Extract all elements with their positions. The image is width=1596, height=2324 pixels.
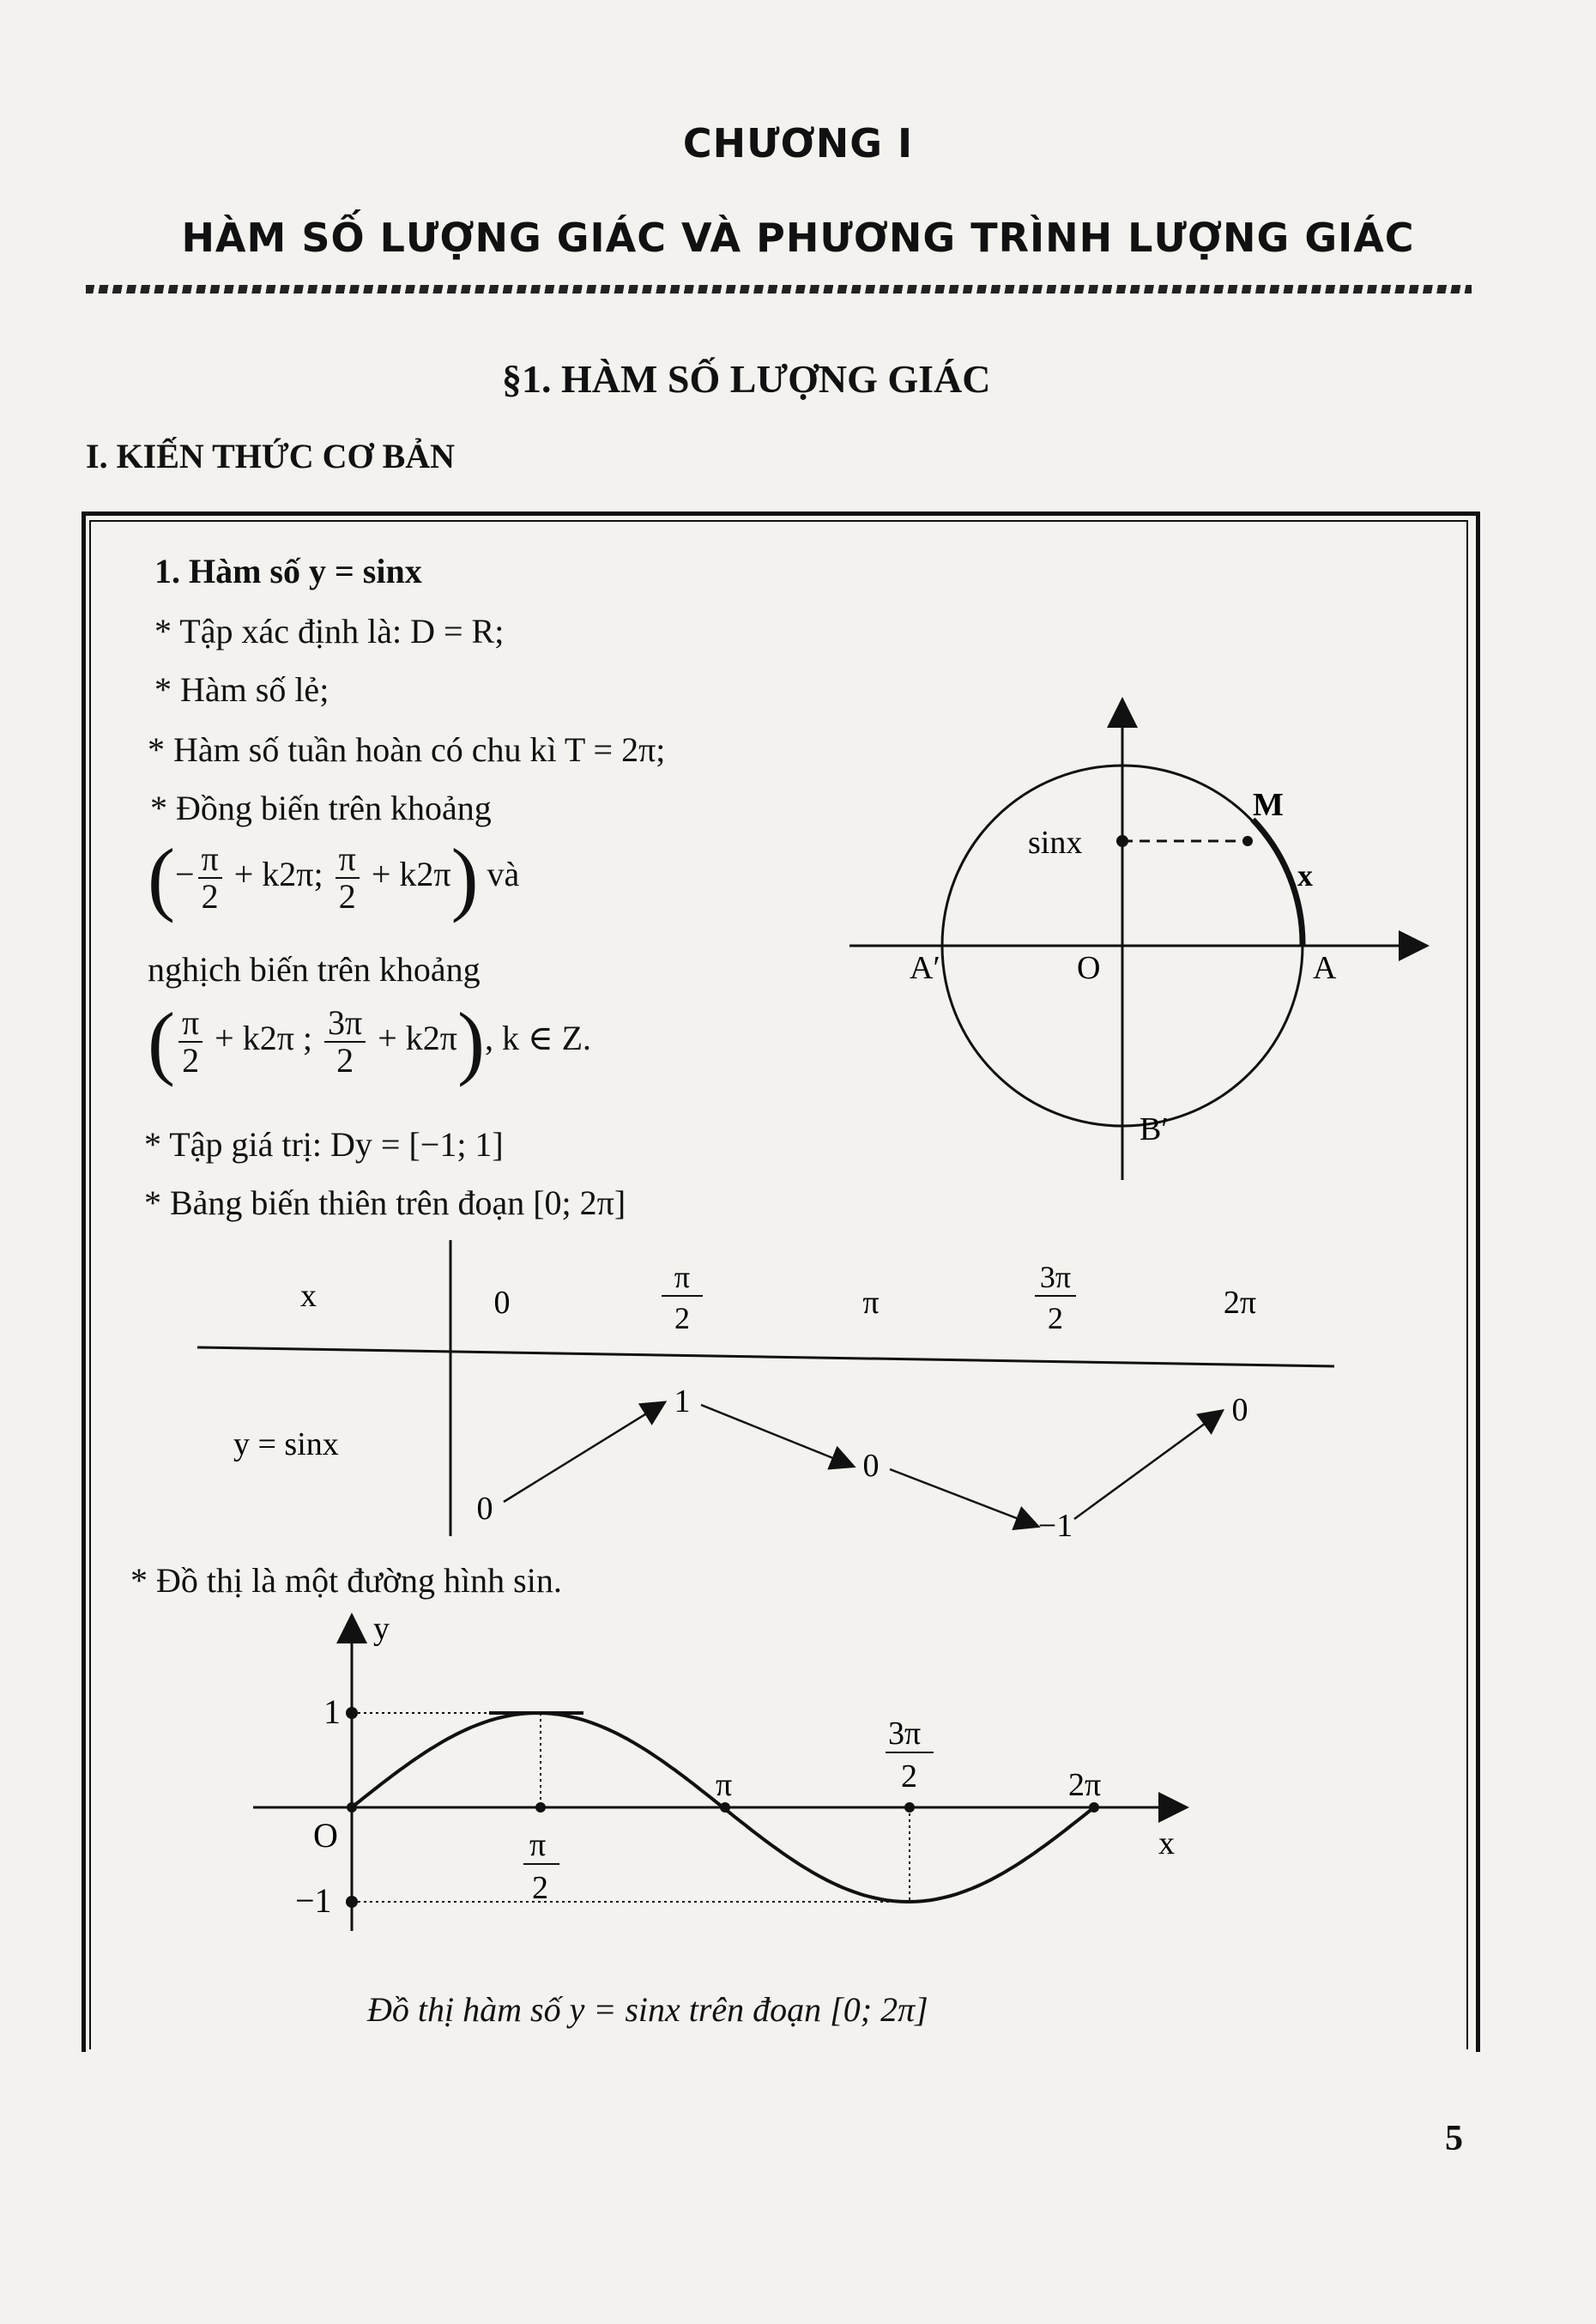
decorative-divider [86, 285, 1472, 294]
table-y-value-2: 0 [862, 1448, 880, 1484]
table-y-value-3: −1 [1037, 1508, 1073, 1544]
sine-graph [240, 1605, 1227, 1948]
decreasing-interval: ( $\frac{\pi}{2}$ + k2π ; $\frac{3\pi}{2}$ + k2π), k ∈ Z. [148, 996, 592, 1087]
item-title: 1. Hàm số y = sinx [154, 552, 422, 590]
svg-text:π: π [674, 1260, 691, 1294]
svg-text:π: π [529, 1827, 547, 1863]
point-pi [720, 1802, 730, 1813]
table-x-value-1 [662, 1260, 703, 1335]
point-M [1242, 836, 1253, 846]
graph-tick-pi2 [523, 1827, 559, 1906]
table-y-header: y = sinx [233, 1426, 339, 1462]
svg-text:2: 2 [1048, 1301, 1063, 1335]
svg-text:3π: 3π [888, 1716, 922, 1752]
svg-text:2: 2 [901, 1758, 917, 1794]
graph-y-minus1-label: −1 [295, 1881, 332, 1920]
line-period: * Hàm số tuần hoàn có chu kì T = 2π; [148, 730, 666, 769]
table-x-value-4 [1224, 1285, 1256, 1321]
label-M: M [1253, 787, 1284, 823]
chapter-title: HÀM SỐ LƯỢNG GIÁC VÀ PHƯƠNG TRÌNH LƯỢNG GIÁC [181, 215, 1415, 261]
label-O: O [1077, 950, 1101, 986]
graph-tick-3pi2 [886, 1716, 934, 1794]
table-x-value-3 [1035, 1260, 1076, 1335]
table-arrow-2 [890, 1469, 1037, 1526]
label-B-prime: B′ [1140, 1111, 1169, 1147]
point-3pi2 [904, 1802, 915, 1813]
table-x-value-0 [494, 1285, 511, 1321]
chapter-number: CHƯƠNG I [682, 120, 914, 166]
svg-text:π: π [862, 1285, 880, 1321]
label-sinx: sinx [1028, 825, 1083, 861]
graph-x-label: x [1158, 1825, 1175, 1861]
label-A-prime: A′ [910, 950, 940, 986]
line-table: * Bảng biến thiên trên đoạn [0; 2π] [144, 1183, 626, 1222]
point-sinx [1116, 835, 1128, 847]
line-increasing: * Đồng biến trên khoảng [150, 789, 492, 827]
table-y-value-1: 1 [674, 1383, 691, 1419]
table-x-header: x [300, 1278, 317, 1314]
line-odd: * Hàm số lẻ; [154, 670, 329, 709]
page-number: 5 [1445, 2119, 1463, 2158]
point-y1 [346, 1707, 358, 1719]
unit-circle-diagram [824, 687, 1442, 1201]
line-decreasing: nghịch biến trên khoảng [148, 950, 481, 989]
table-x-value-2 [862, 1285, 879, 1321]
graph-caption: Đồ thị hàm số y = sinx trên đoạn [0; 2π] [367, 1990, 928, 2029]
point-origin [347, 1802, 357, 1813]
increasing-interval: (− $\frac{\pi}{2}$ + k2π; $\frac{\pi}{2}$ + k2π) và [148, 832, 520, 923]
graph-pi-label: π [716, 1767, 733, 1803]
line-range: * Tập giá trị: Dy = [−1; 1] [144, 1125, 504, 1164]
variation-table [172, 1236, 1356, 1562]
line-domain: * Tập xác định là: D = R; [154, 612, 505, 651]
table-arrow-1 [701, 1405, 852, 1466]
svg-text:2: 2 [532, 1870, 548, 1906]
label-A: A [1313, 950, 1337, 986]
point-2pi [1089, 1802, 1099, 1813]
graph-origin-label: O [313, 1816, 338, 1855]
svg-text:2: 2 [674, 1301, 690, 1335]
svg-text:0: 0 [493, 1285, 511, 1321]
graph-2pi-label: 2π [1068, 1767, 1102, 1803]
table-y-value-4: 0 [1231, 1392, 1248, 1428]
line-graph: * Đồ thị là một đường hình sin. [130, 1561, 562, 1600]
graph-y1-label: 1 [323, 1692, 341, 1731]
svg-text:2π: 2π [1223, 1285, 1257, 1321]
graph-y-label: y [373, 1611, 390, 1647]
table-divider-horizontal [197, 1347, 1334, 1366]
point-y-minus1 [346, 1896, 358, 1908]
table-arrow-3 [1074, 1412, 1221, 1519]
point-pi2 [535, 1802, 546, 1813]
subsection-title: I. KIẾN THỨC CƠ BẢN [86, 437, 456, 475]
arc-AM [1253, 820, 1303, 946]
svg-text:3π: 3π [1039, 1260, 1072, 1294]
section-title: §1. HÀM SỐ LƯỢNG GIÁC [502, 357, 991, 401]
table-y-value-0: 0 [476, 1491, 493, 1527]
label-x-arc: x [1297, 858, 1313, 893]
table-arrow-0 [504, 1403, 663, 1502]
